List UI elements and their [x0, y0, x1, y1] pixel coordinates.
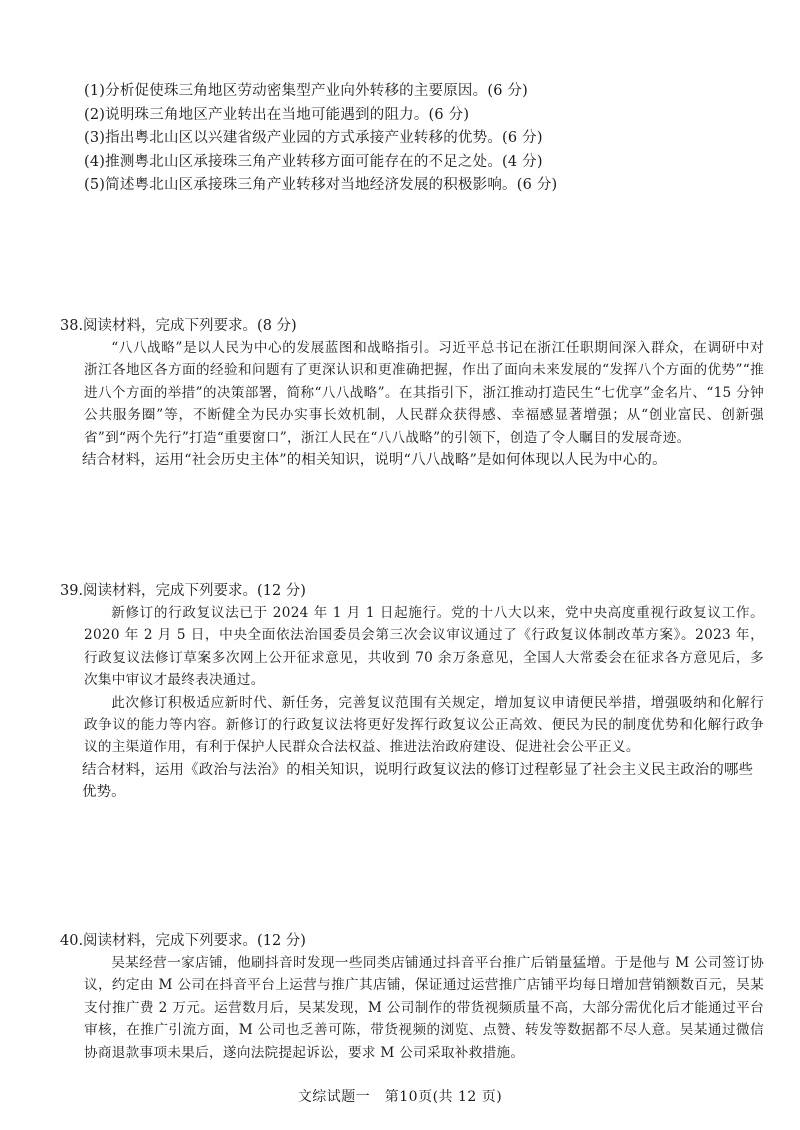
question-38-heading: 38.阅读材料，完成下列要求。(8 分): [60, 318, 297, 334]
question-37-item-4: (4)推测粤北山区承接珠三角产业转移方面可能存在的不足之处。(4 分): [84, 153, 543, 170]
question-39-material-1: 新修订的行政复议法已于 2024 年 1 月 1 日起施行。党的十八大以来，党中央高度重视行政复议工作。2020 年 2 月 5 日，中央全面依法治国委员会第三次会议审议通过了《行政复议体制改革方案》。2023 年，行政复议法修订草案多次网上公开征求意见，共收到 70 余万条意见，全国人大常委会在征求各方意见后，多次集中审议才最终表决通过。: [84, 605, 764, 689]
question-39: [60, 580, 764, 804]
question-38-task: 结合材料，运用“社会历史主体”的相关知识，说明“八八战略”是如何体现以人民为中心的。: [82, 452, 667, 469]
question-38-material: “八八战略”是以人民为中心的发展蓝图和战略指引。习近平总书记在浙江任职期间深入群众，在调研中对浙江各地区各方面的经验和问题有了更深认识和更准确把握，作出了面向未来发展的“发挥八个方面的优势”“推进八个方面的举措”的决策部署，简称“八八战略”。在其指引下，浙江推动打造民生“七优享”金名片、“15 分钟公共服务圈”等，不断健全为民办实事长效机制，人民群众获得感、幸福感显著增强；从“创业富民、创新强省”到“两个先行”打造“重要窗口”，浙江人民在“八八战略”的引领下，创造了令人瞩目的发展奇迹。: [84, 340, 764, 446]
question-37-subitems: [84, 80, 774, 198]
question-40-heading: 40.阅读材料，完成下列要求。(12 分): [60, 933, 306, 949]
question-37-item-5: (5)简述粤北山区承接珠三角产业转移对当地经济发展的积极影响。(6 分): [84, 177, 558, 193]
question-39-task: 结合材料，运用《政治与法治》的相关知识，说明行政复议法的修订过程彰显了社会主义民主政治的哪些优势。: [82, 761, 754, 801]
question-37-item-3: (3)指出粤北山区以兴建省级产业园的方式承接产业转移的优势。(6 分): [84, 130, 543, 146]
question-37-item-1: (1)分析促使珠三角地区劳动密集型产业向外转移的主要原因。(6 分): [84, 83, 528, 99]
question-39-material-2: 此次修订积极适应新时代、新任务，完善复议范围有关规定，增加复议申请便民举措，增强吸纳和化解行政争议的能力等内容。新修订的行政复议法将更好发挥行政复议公正高效、便民为民的制度优势和化解行政争议的主渠道作用，有利于保护人民群众合法权益、推进法治政府建设、促进社会公平正义。: [84, 694, 764, 756]
question-37-item-2: (2)说明珠三角地区产业转出在当地可能遇到的阻力。(6 分): [84, 106, 470, 123]
question-40-material: 吴某经营一家店铺，他刷抖音时发现一些同类店铺通过抖音平台推广后销量猛增。于是他与 M 公司签订协议，约定由 M 公司在抖音平台上运营与推广其店铺，保证通过运营推广店铺平均每日增加营销额数百元，吴某支付推广费 2 万元。运营数月后，吴某发现，M 公司制作的带货视频质量不高，大部分需优化后才能通过平台审核，在推广引流方面，M 公司也乏善可陈，带货视频的浏览、点赞、转发等数据都不尽人意。吴某通过微信协商退款事项未果后，遂向法院提起诉讼，要求 M 公司采取补救措施。: [84, 955, 764, 1061]
page-footer: 文综试题一 第10页(共 12 页): [297, 1089, 503, 1105]
question-40: [60, 930, 764, 1064]
question-38: [60, 315, 764, 472]
question-39-heading: 39.阅读材料，完成下列要求。(12 分): [60, 583, 306, 599]
